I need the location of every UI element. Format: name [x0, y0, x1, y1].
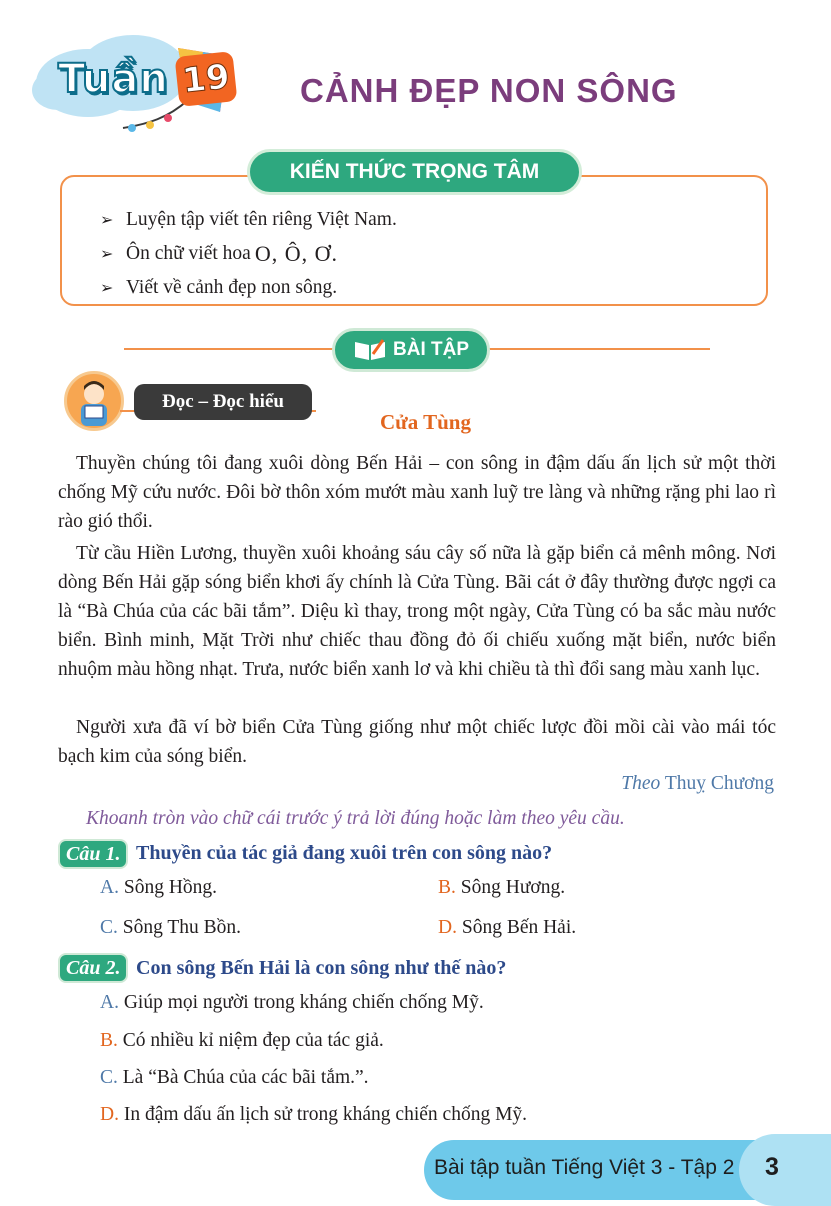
divider-line [486, 348, 710, 350]
list-item-text: Luyện tập viết tên riêng Việt Nam. [126, 209, 397, 230]
answer-option[interactable] [100, 992, 484, 1014]
list-item [100, 271, 397, 305]
option-text: Sông Hương. [460, 877, 566, 898]
story-paragraph: Từ cầu Hiền Lương, thuyền xuôi khoảng sáu cây số nữa là gặp biển cả mênh mông. Nơi dòng Bến Hải gặp sóng biển khơi ấy chính là Cửa Tùng. Bãi cát ở đây thường được ngợi ca là “Bà Chúa của các bãi tắm”. Diệu kì thay, trong một ngày, Cửa Tùng có ba sắc màu nước biển. Bình minh, Mặt Trời như chiếc thau đồng đỏ ối chiếu xuống mặt biển, nước biển nhuộm màu hồng nhạt. Trưa, nước biển xanh lơ và khi chiều tà thì đổi sang màu xanh lục. [58, 543, 776, 680]
book-icon [353, 338, 387, 362]
answer-option[interactable] [100, 917, 241, 939]
list-item [100, 203, 397, 237]
answer-option[interactable] [438, 877, 565, 899]
list-item [100, 237, 397, 271]
exercise-label-text: BÀI TẬP [393, 339, 469, 360]
arrow-bullet-icon: ➢ [100, 246, 114, 263]
option-letter: A. [100, 992, 119, 1013]
story-paragraph: Thuyền chúng tôi đang xuôi dòng Bến Hải – con sông in đậm dấu ấn lịch sử một thời chống Mỹ cứu nước. Đôi bờ thôn xóm mướt màu xanh luỹ tre làng và những rặng phi lao rì rào gió thổi. [58, 453, 776, 532]
option-text: Sông Bến Hải. [461, 917, 577, 938]
option-text: Sông Thu Bồn. [122, 917, 242, 938]
divider-line [124, 348, 336, 350]
key-knowledge-list [100, 203, 397, 305]
answer-option[interactable] [100, 877, 217, 899]
unit-title: CẢNH ĐẸP NON SÔNG [300, 72, 678, 109]
exercise-label [332, 328, 490, 372]
option-letter: B. [100, 1030, 118, 1051]
list-item-text: Viết về cảnh đẹp non sông. [126, 277, 338, 298]
question-badge: Câu 1. [58, 839, 128, 869]
question-text: Thuyền của tác giả đang xuôi trên con sông nào? [136, 842, 553, 864]
story-paragraph: Người xưa đã ví bờ biển Cửa Tùng giống như một chiếc lược đồi mồi cài vào mái tóc bạch kim của sóng biển. [58, 717, 776, 767]
option-text: Sông Hồng. [123, 877, 218, 898]
option-letter: C. [100, 1067, 118, 1088]
answer-option[interactable] [100, 1030, 384, 1052]
option-letter: B. [438, 877, 456, 898]
week-number: 19 [174, 51, 237, 107]
page-number: 3 [765, 1153, 779, 1181]
option-text: Giúp mọi người trong kháng chiến chống Mỹ. [123, 992, 484, 1013]
key-knowledge-title: KIẾN THỨC TRỌNG TÂM [247, 149, 582, 195]
source-prefix: Theo [621, 773, 661, 794]
footer-book-title: Bài tập tuần Tiếng Việt 3 - Tập 2 [434, 1156, 735, 1179]
story-source [621, 773, 774, 795]
arrow-bullet-icon: ➢ [100, 212, 114, 229]
question-badge: Câu 2. [58, 953, 128, 983]
option-letter: D. [100, 1104, 119, 1125]
story-title: Cửa Tùng [379, 410, 471, 434]
option-text: In đậm dấu ấn lịch sử trong kháng chiến chống Mỹ. [123, 1104, 528, 1125]
week-badge [58, 52, 235, 106]
source-author: Thuỵ Chương [664, 773, 774, 794]
week-label: Tuần [58, 56, 169, 102]
arrow-bullet-icon: ➢ [100, 280, 114, 297]
capital-letters: O, Ô, Ơ. [254, 241, 338, 266]
option-text: Có nhiều kỉ niệm đẹp của tác giả. [122, 1030, 384, 1051]
option-letter: D. [438, 917, 457, 938]
question-text: Con sông Bến Hải là con sông như thế nào? [136, 957, 507, 979]
option-letter: C. [100, 917, 118, 938]
option-text: Là “Bà Chúa của các bãi tắm.”. [122, 1067, 369, 1088]
instruction-text: Khoanh tròn vào chữ cái trước ý trả lời đúng hoặc làm theo yêu cầu. [86, 808, 625, 829]
reading-section-label: Đọc – Đọc hiểu [134, 384, 312, 420]
answer-option[interactable] [100, 1067, 369, 1089]
answer-option[interactable] [438, 917, 576, 939]
list-item-text: Ôn chữ viết hoa [126, 243, 251, 264]
option-letter: A. [100, 877, 119, 898]
page-number-tab [739, 1134, 831, 1206]
answer-option[interactable] [100, 1104, 527, 1126]
